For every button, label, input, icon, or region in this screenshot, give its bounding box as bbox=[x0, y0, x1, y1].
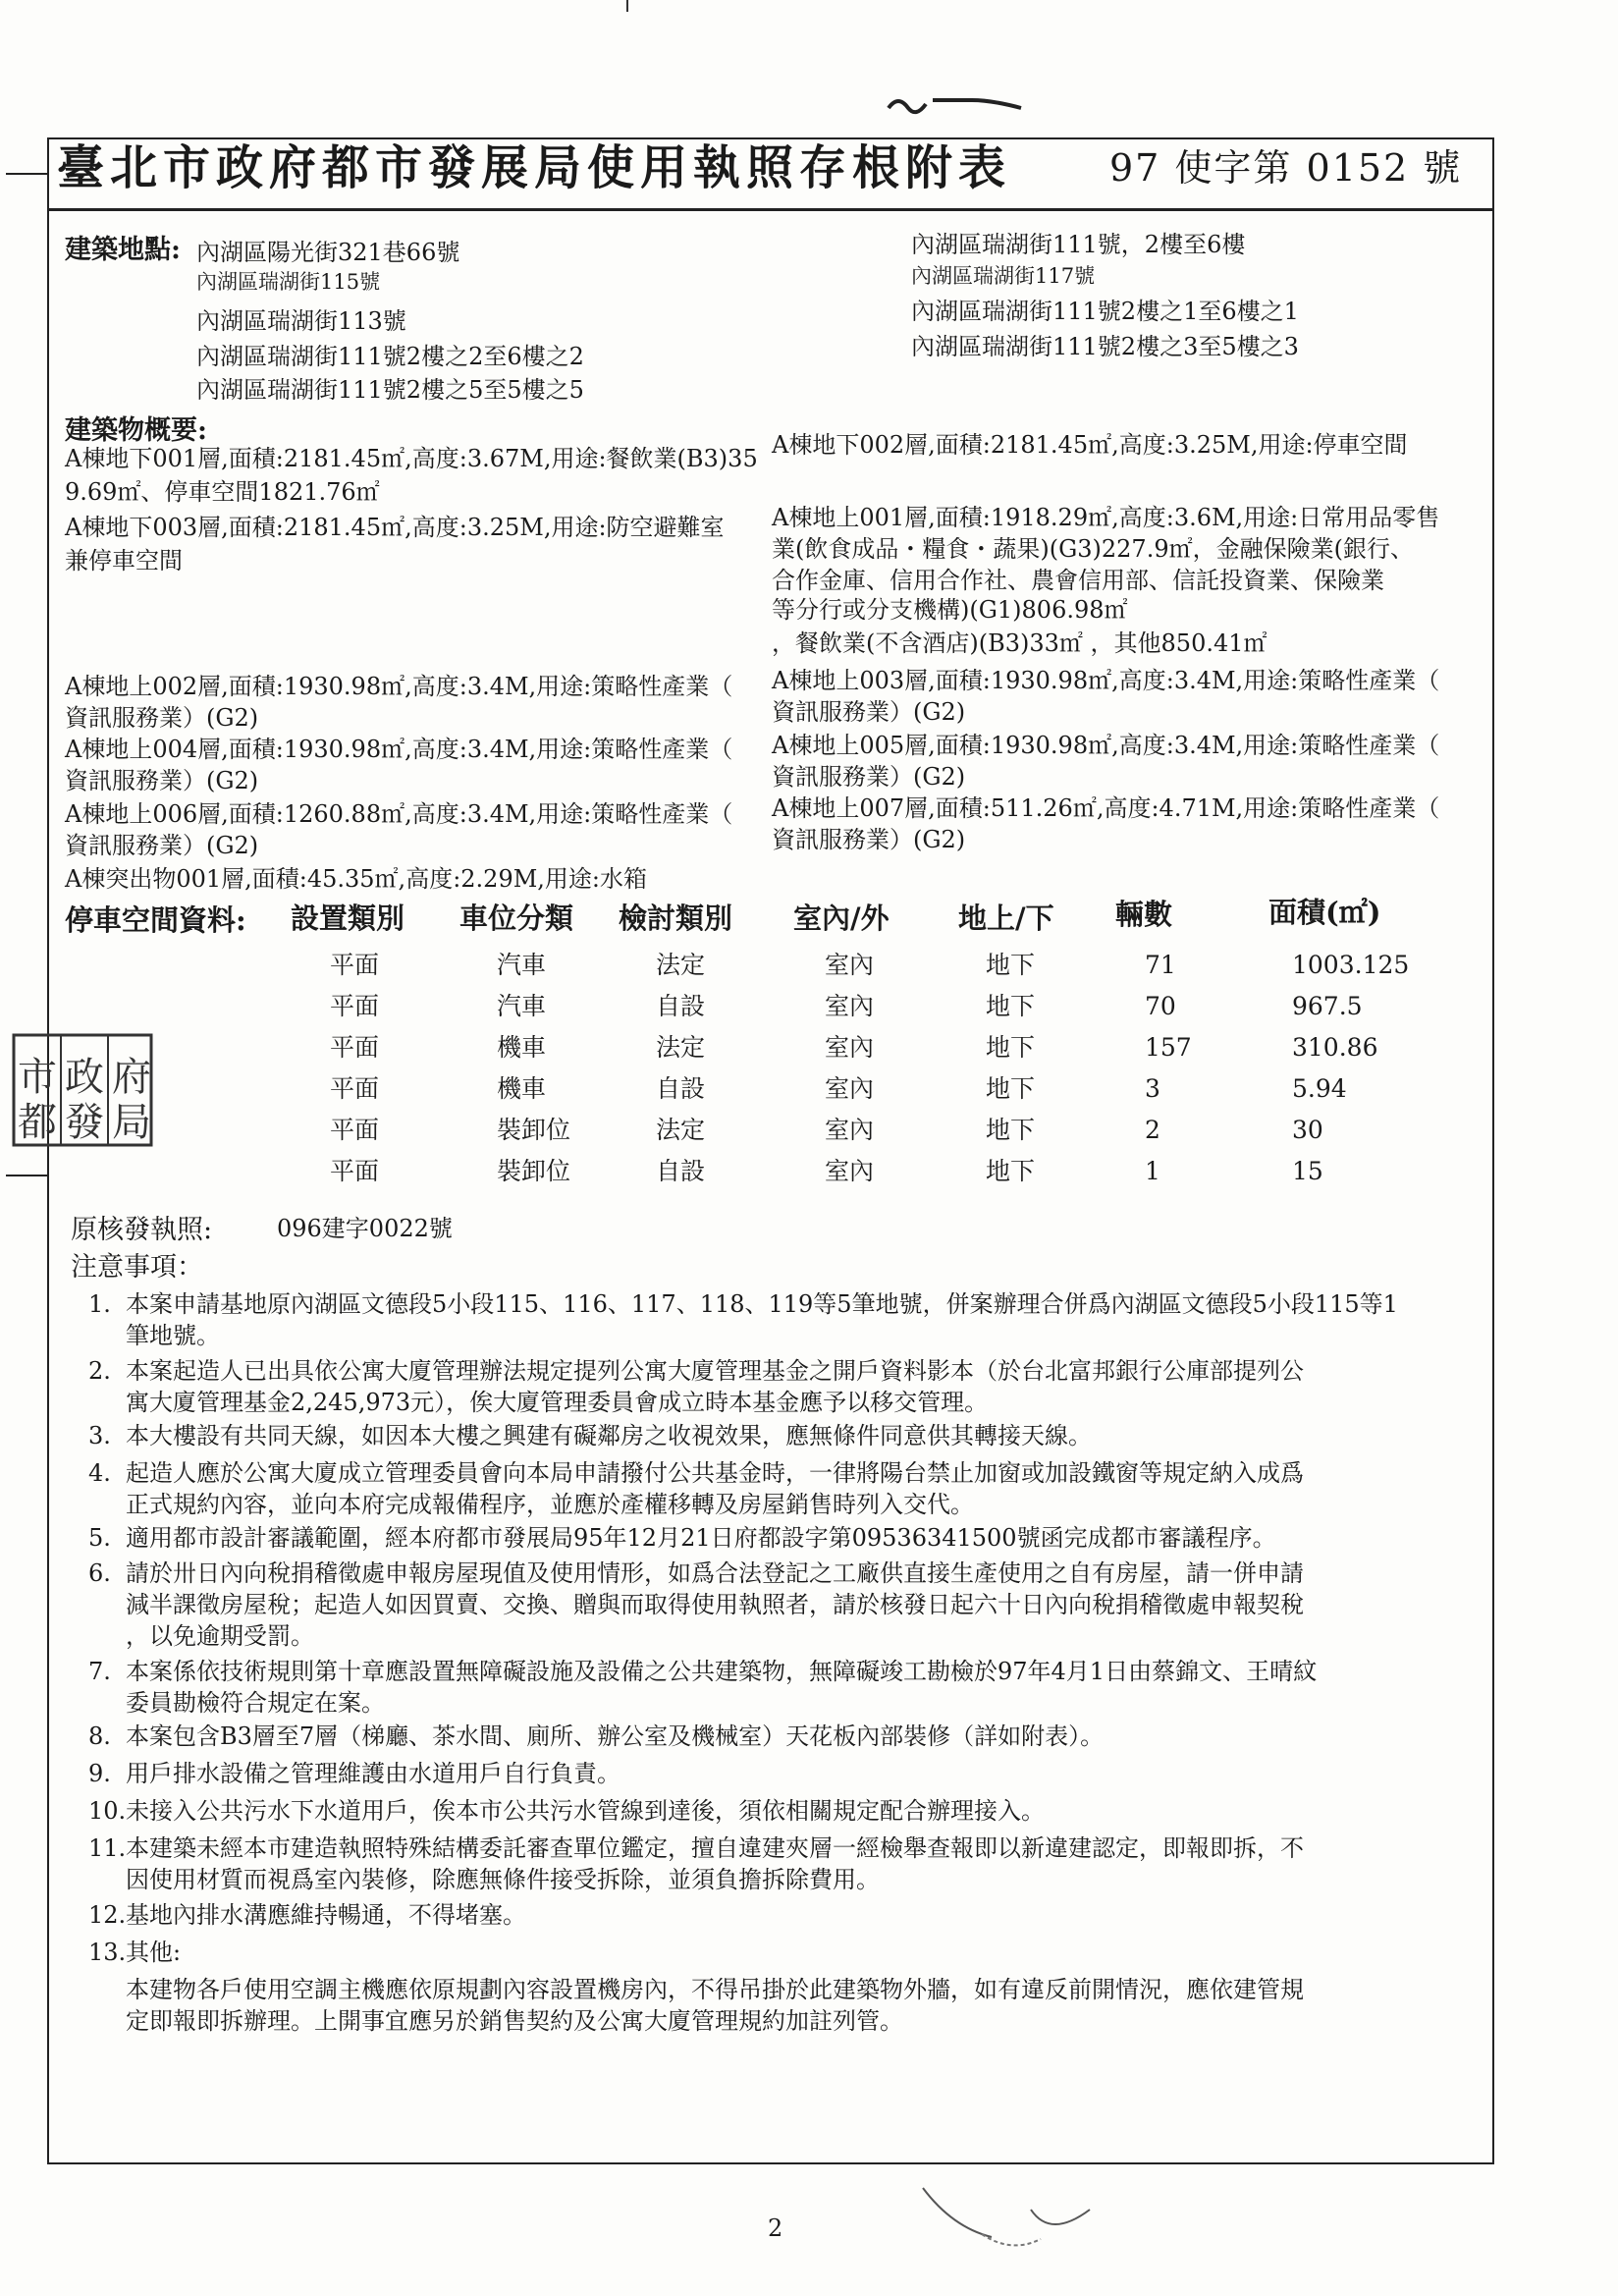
parking-cell: 平面 bbox=[330, 1116, 380, 1144]
handwritten-mark bbox=[913, 2180, 1109, 2269]
note-13 bbox=[126, 1937, 1490, 2037]
note-2 bbox=[126, 1355, 1490, 1418]
note-number: 2. bbox=[88, 1357, 111, 1385]
parking-header: 面積(㎡) bbox=[1268, 896, 1381, 929]
parking-cell: 30 bbox=[1292, 1116, 1323, 1144]
note-number: 9. bbox=[88, 1760, 111, 1787]
parking-cell: 157 bbox=[1145, 1033, 1192, 1062]
note-8 bbox=[126, 1721, 1490, 1752]
floor-1f: A棟地上001層,面積:1918.29㎡,高度:3.6M,用途:日常用品零售 bbox=[772, 504, 1440, 531]
parking-cell: 967.5 bbox=[1292, 992, 1363, 1020]
floor-b1-cont: 9.69㎡、停車空間1821.76㎡ bbox=[65, 478, 380, 506]
parking-cell: 1 bbox=[1145, 1157, 1160, 1185]
parking-cell: 室內 bbox=[825, 951, 875, 979]
note-1 bbox=[126, 1288, 1490, 1351]
note-line: 其他: bbox=[126, 1939, 182, 1966]
parking-cell: 地下 bbox=[986, 1033, 1036, 1062]
note-line: 減半課徵房屋稅；起造人如因買賣、交換、贈與而取得使用執照者，請於核發日起六十日內向稅捐稽徵處申報契稅 bbox=[126, 1591, 1304, 1618]
note-line: 基地內排水溝應維持暢通，不得堵塞。 bbox=[126, 1901, 526, 1929]
parking-header: 輛數 bbox=[1115, 898, 1173, 931]
note-line: 用戶排水設備之管理維護由水道用戶自行負責。 bbox=[126, 1760, 620, 1787]
note-line: 本案係依技術規則第十章應設置無障礙設施及設備之公共建築物，無障礙竣工勘檢於97年4月1日由蔡錦文、王晴紋 bbox=[126, 1658, 1318, 1685]
note-number: 5. bbox=[88, 1524, 111, 1552]
site-address: 內湖區瑞湖街117號 bbox=[911, 264, 1096, 288]
parking-header: 設置類別 bbox=[291, 902, 405, 935]
notes-label: 注意事項： bbox=[71, 1252, 203, 1283]
site-label: 建築地點: bbox=[65, 235, 181, 265]
parking-header: 檢討類別 bbox=[619, 902, 733, 935]
left-dash bbox=[6, 1175, 49, 1176]
site-address: 內湖區瑞湖街111號2樓之3至5樓之3 bbox=[911, 333, 1299, 360]
site-address: 內湖區瑞湖街111號2樓之2至6樓之2 bbox=[196, 343, 584, 370]
note-line: 請於卅日內向稅捐稽徵處申報房屋現值及使用情形，如爲合法登記之工廠供直接生產使用之自有房屋，請一併申請 bbox=[126, 1559, 1304, 1587]
note-line: 定即報即拆辦理。上開事宜應另於銷售契約及公寓大廈管理規約加註列管。 bbox=[126, 2007, 903, 2035]
floor-b2: A棟地下002層,面積:2181.45㎡,高度:3.25M,用途:停車空間 bbox=[772, 431, 1408, 459]
page-number: 2 bbox=[768, 2214, 783, 2242]
note-10 bbox=[126, 1795, 1490, 1827]
parking-cell: 自設 bbox=[656, 1157, 706, 1185]
note-line: 因使用材質而視爲室內裝修，除應無條件接受拆除，並須負擔拆除費用。 bbox=[126, 1866, 880, 1893]
parking-cell: 15 bbox=[1292, 1157, 1323, 1185]
floor-b3-cont: 兼停車空間 bbox=[65, 547, 183, 574]
note-12 bbox=[126, 1899, 1490, 1931]
note-line: 本案申請基地原內湖區文德段5小段115、116、117、118、119等5筆地號，併案辦理合併爲內湖區文德段5小段115等1 bbox=[126, 1290, 1398, 1318]
permit-number: 97 使字第 0152 號 bbox=[1109, 146, 1463, 190]
svg-text:都: 都 bbox=[18, 1100, 57, 1145]
document-title: 臺北市政府都市發展局使用執照存根附表 bbox=[57, 140, 1012, 195]
parking-cell: 平面 bbox=[330, 951, 380, 979]
overview-label: 建築物概要: bbox=[65, 415, 207, 446]
note-number: 3. bbox=[88, 1422, 111, 1449]
title-rule bbox=[47, 208, 1494, 211]
svg-text:發: 發 bbox=[65, 1100, 104, 1145]
parking-cell: 汽車 bbox=[497, 992, 547, 1020]
floor-b1: A棟地下001層,面積:2181.45㎡,高度:3.67M,用途:餐飲業(B3)35 bbox=[65, 445, 758, 472]
floor-4f: A棟地上004層,面積:1930.98㎡,高度:3.4M,用途:策略性產業（ bbox=[65, 736, 733, 763]
note-line: 本建築未經本市建造執照特殊結構委託審查單位鑑定，擅自違建夾層一經檢舉查報即以新違建認定，即報即拆，不 bbox=[126, 1834, 1304, 1862]
parking-cell: 1003.125 bbox=[1292, 951, 1410, 979]
site-address: 內湖區陽光街321巷66號 bbox=[196, 239, 460, 266]
note-5 bbox=[126, 1522, 1490, 1554]
note-number: 12. bbox=[88, 1901, 127, 1929]
note-7 bbox=[126, 1656, 1490, 1719]
parking-cell: 3 bbox=[1145, 1074, 1160, 1103]
note-6 bbox=[126, 1558, 1490, 1652]
parking-cell: 法定 bbox=[656, 1033, 706, 1062]
parking-cell: 地下 bbox=[986, 992, 1036, 1020]
parking-cell: 自設 bbox=[656, 1074, 706, 1103]
parking-cell: 平面 bbox=[330, 1074, 380, 1103]
floor-4f-cont: 資訊服務業）(G2) bbox=[65, 767, 259, 794]
parking-cell: 裝卸位 bbox=[497, 1157, 571, 1185]
parking-cell: 2 bbox=[1145, 1116, 1160, 1144]
site-address: 內湖區瑞湖街111號，2樓至6樓 bbox=[911, 231, 1246, 258]
note-line: 本建物各戶使用空調主機應依原規劃內容設置機房內，不得吊掛於此建築物外牆，如有違反前開情況，應依建管規 bbox=[126, 1976, 1304, 2003]
floor-2f-cont: 資訊服務業）(G2) bbox=[65, 704, 259, 732]
floor-1f-cont: ，餐飲業(不含酒店)(B3)33㎡ ，其他850.41㎡ bbox=[772, 629, 1267, 657]
floor-3f: A棟地上003層,面積:1930.98㎡,高度:3.4M,用途:策略性產業（ bbox=[772, 667, 1440, 694]
parking-cell: 5.94 bbox=[1292, 1074, 1347, 1103]
parking-cell: 機車 bbox=[497, 1074, 547, 1103]
note-9 bbox=[126, 1758, 1490, 1789]
svg-text:府: 府 bbox=[112, 1055, 151, 1100]
parking-cell: 室內 bbox=[825, 1116, 875, 1144]
note-line: 起造人應於公寓大廈成立管理委員會向本局申請撥付公共基金時，一律將陽台禁止加窗或加設鐵窗等規定納入成爲 bbox=[126, 1459, 1304, 1487]
parking-cell: 地下 bbox=[986, 951, 1036, 979]
handwritten-mark bbox=[884, 90, 1031, 120]
parking-cell: 室內 bbox=[825, 992, 875, 1020]
parking-cell: 地下 bbox=[986, 1157, 1036, 1185]
parking-cell: 機車 bbox=[497, 1033, 547, 1062]
parking-cell: 自設 bbox=[656, 992, 706, 1020]
note-11 bbox=[126, 1832, 1490, 1895]
note-number: 13. bbox=[88, 1939, 127, 1966]
parking-cell: 室內 bbox=[825, 1033, 875, 1062]
left-dash bbox=[6, 173, 49, 175]
note-line: ，以免逾期受罰。 bbox=[126, 1622, 314, 1650]
floor-1f-cont: 業(飲食成品・糧食・蔬果)(G3)227.9㎡，金融保險業(銀行、 bbox=[772, 535, 1414, 563]
note-number: 4. bbox=[88, 1459, 111, 1487]
floor-3f-cont: 資訊服務業）(G2) bbox=[772, 698, 966, 726]
parking-cell: 裝卸位 bbox=[497, 1116, 571, 1144]
note-number: 7. bbox=[88, 1658, 111, 1685]
parking-header: 地上/下 bbox=[958, 902, 1054, 935]
floor-6f-cont: 資訊服務業）(G2) bbox=[65, 832, 259, 859]
site-address: 內湖區瑞湖街113號 bbox=[196, 307, 406, 335]
note-number: 8. bbox=[88, 1722, 111, 1750]
note-line: 委員勘檢符合規定在案。 bbox=[126, 1689, 385, 1717]
floor-roof: A棟突出物001層,面積:45.35㎡,高度:2.29M,用途:水箱 bbox=[65, 865, 648, 893]
note-number: 1. bbox=[88, 1290, 111, 1318]
note-number: 6. bbox=[88, 1559, 111, 1587]
note-line: 本案起造人已出具依公寓大廈管理辦法規定提列公寓大廈管理基金之開戶資料影本（於台北富邦銀行公庫部提列公 bbox=[126, 1357, 1304, 1385]
note-line: 本案包含B3層至7層（梯廳、茶水間、廁所、辦公室及機械室）天花板內部裝修（詳如附表）。 bbox=[126, 1722, 1105, 1750]
floor-1f-cont: 合作金庫、信用合作社、農會信用部、信託投資業、保險業 bbox=[772, 567, 1384, 594]
floor-5f-cont: 資訊服務業）(G2) bbox=[772, 763, 966, 791]
parking-cell: 地下 bbox=[986, 1074, 1036, 1103]
parking-cell: 地下 bbox=[986, 1116, 1036, 1144]
parking-label: 停車空間資料: bbox=[65, 903, 246, 937]
parking-cell: 法定 bbox=[656, 951, 706, 979]
official-seal bbox=[10, 1027, 157, 1155]
parking-cell: 71 bbox=[1145, 951, 1176, 979]
parking-cell: 室內 bbox=[825, 1157, 875, 1185]
top-tick bbox=[626, 0, 628, 12]
parking-cell: 70 bbox=[1145, 992, 1176, 1020]
original-license-label: 原核發執照: bbox=[71, 1215, 213, 1245]
parking-cell: 室內 bbox=[825, 1074, 875, 1103]
site-address: 內湖區瑞湖街111號2樓之1至6樓之1 bbox=[911, 298, 1299, 325]
note-4 bbox=[126, 1457, 1490, 1520]
parking-cell: 汽車 bbox=[497, 951, 547, 979]
parking-header: 室內/外 bbox=[793, 902, 890, 935]
note-line: 寓大廈管理基金2,245,973元），俟大廈管理委員會成立時本基金應予以移交管理。 bbox=[126, 1389, 989, 1416]
site-address: 內湖區瑞湖街111號2樓之5至5樓之5 bbox=[196, 376, 584, 404]
parking-cell: 平面 bbox=[330, 1033, 380, 1062]
floor-6f: A棟地上006層,面積:1260.88㎡,高度:3.4M,用途:策略性產業（ bbox=[65, 800, 733, 828]
floor-7f-cont: 資訊服務業）(G2) bbox=[772, 826, 966, 853]
floor-1f-cont: 等分行或分支機構)(G1)806.98㎡ bbox=[772, 596, 1128, 624]
original-license-value: 096建字0022號 bbox=[277, 1215, 453, 1242]
parking-cell: 平面 bbox=[330, 992, 380, 1020]
svg-text:政: 政 bbox=[65, 1055, 104, 1100]
floor-7f: A棟地上007層,面積:511.26㎡,高度:4.71M,用途:策略性產業（ bbox=[772, 794, 1440, 822]
svg-text:市: 市 bbox=[18, 1055, 57, 1100]
parking-cell: 310.86 bbox=[1292, 1033, 1378, 1062]
note-line: 正式規約內容，並向本府完成報備程序，並應於產權移轉及房屋銷售時列入交代。 bbox=[126, 1491, 974, 1518]
parking-header: 車位分類 bbox=[459, 902, 574, 935]
note-line: 筆地號。 bbox=[126, 1322, 220, 1349]
floor-2f: A棟地上002層,面積:1930.98㎡,高度:3.4M,用途:策略性產業（ bbox=[65, 673, 733, 700]
note-3 bbox=[126, 1420, 1490, 1451]
note-number: 10. bbox=[88, 1797, 127, 1825]
note-number: 11. bbox=[88, 1834, 127, 1862]
note-line: 未接入公共污水下水道用戶，俟本市公共污水管線到達後，須依相關規定配合辦理接入。 bbox=[126, 1797, 1045, 1825]
parking-cell: 法定 bbox=[656, 1116, 706, 1144]
parking-cell: 平面 bbox=[330, 1157, 380, 1185]
site-address: 內湖區瑞湖街115號 bbox=[196, 270, 381, 294]
note-line: 本大樓設有共同天線，如因本大樓之興建有礙鄰房之收視效果，應無條件同意供其轉接天線。 bbox=[126, 1422, 1092, 1449]
floor-b3: A棟地下003層,面積:2181.45㎡,高度:3.25M,用途:防空避難室 bbox=[65, 514, 725, 541]
floor-5f: A棟地上005層,面積:1930.98㎡,高度:3.4M,用途:策略性產業（ bbox=[772, 732, 1440, 759]
svg-text:局: 局 bbox=[112, 1100, 151, 1145]
note-line: 適用都市設計審議範圍，經本府都市發展局95年12月21日府都設字第09536341500號函完成都市審議程序。 bbox=[126, 1524, 1276, 1552]
